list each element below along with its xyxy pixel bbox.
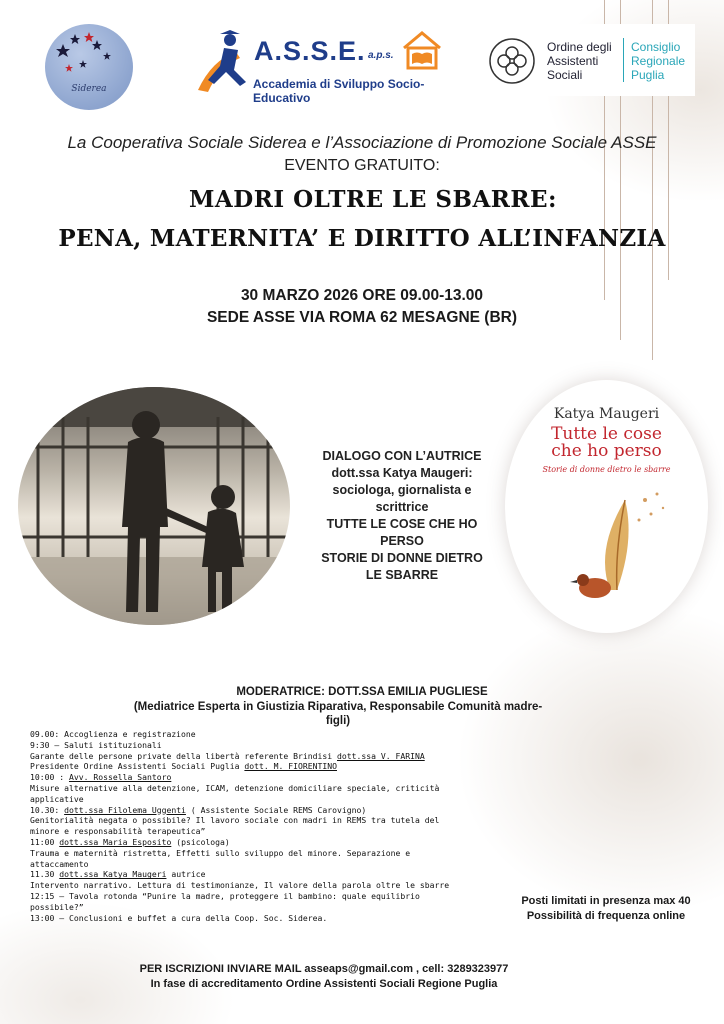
program-row bbox=[30, 805, 430, 816]
online-attendance: Possibilità di frequenza online bbox=[526, 910, 686, 922]
author-dialogue bbox=[312, 448, 492, 584]
program-row bbox=[30, 826, 430, 837]
logo-divider bbox=[623, 38, 624, 82]
program-text: 9:30 – Saluti istituzionali bbox=[30, 739, 162, 750]
program-row bbox=[30, 848, 430, 859]
program-row bbox=[30, 751, 430, 762]
program-row bbox=[30, 880, 450, 891]
program-speaker: dott.ssa Maria Esposito bbox=[59, 836, 172, 847]
event-free-label: EVENTO GRATUITO: bbox=[284, 157, 440, 174]
program-text: 13:00 – Conclusioni e buffet a cura della Coop. Soc. Siderea. bbox=[30, 912, 328, 923]
book-title-line: Tutte le cose bbox=[551, 424, 662, 444]
program-text: 11:00 bbox=[30, 836, 60, 847]
siderea-logo bbox=[45, 24, 133, 110]
moderator-role bbox=[128, 700, 548, 728]
program-text: Misure alternative alla detenzione, ICAM, detenzione domiciliare speciale, criticità bbox=[30, 782, 440, 793]
book-title-line: che ho perso bbox=[551, 441, 662, 461]
oas-name-line: Ordine degli bbox=[547, 40, 612, 54]
program-row bbox=[30, 772, 430, 783]
program-text: Presidente Ordine Assistenti Sociali Puglia bbox=[30, 761, 245, 772]
event-title-line1: MADRI OLTRE LE SBARRE: bbox=[188, 186, 558, 213]
program-speaker: Avv. Rossella Santoro bbox=[68, 772, 172, 783]
bird-feather-illustration bbox=[555, 480, 675, 610]
book-cover bbox=[505, 380, 708, 633]
registration-info bbox=[0, 962, 648, 992]
dialogue-line: dott.ssa Katya Maugeri: bbox=[331, 466, 473, 480]
asse-title: A.S.S.E. bbox=[254, 36, 366, 66]
asse-logo bbox=[190, 28, 450, 105]
book-title bbox=[505, 426, 708, 460]
program-row bbox=[30, 794, 430, 805]
registration-contact: PER ISCRIZIONI INVIARE MAIL asseaps@gmail.com , cell: 3289323977 bbox=[139, 963, 509, 975]
moderator-role-line: (Mediatrice Esperta in Giustizia Riparativa, Responsabile Comunità madre- bbox=[133, 701, 543, 713]
oas-region-line: Consiglio bbox=[631, 40, 681, 54]
dialogue-line: sociologa, giornalista e bbox=[332, 483, 472, 497]
mother-child-photo bbox=[18, 387, 290, 625]
program-row bbox=[30, 859, 430, 870]
program-row bbox=[30, 815, 440, 826]
program-text: Genitorialità negata o possibile? Il lavoro sociale con madri in REMS tra tutela del bbox=[30, 815, 440, 826]
program-text: attaccamento bbox=[30, 858, 89, 869]
dialogue-line: PERSO bbox=[380, 534, 424, 548]
program-text: (psicologa) bbox=[171, 836, 230, 847]
running-graduate-icon bbox=[190, 30, 252, 94]
program-row bbox=[30, 729, 430, 740]
prison-silhouette-illustration bbox=[18, 387, 290, 625]
dialogue-line: DIALOGO CON L’AUTRICE bbox=[322, 449, 482, 463]
program-row bbox=[30, 913, 430, 924]
program-row bbox=[30, 761, 430, 772]
seats-limit: Posti limitati in presenza max 40 bbox=[521, 895, 691, 907]
program-speaker: dott.ssa Katya Maugeri bbox=[59, 869, 167, 880]
dialogue-line: LE SBARRE bbox=[365, 568, 439, 582]
program-row bbox=[30, 837, 430, 848]
program-text: 10:00 : bbox=[30, 772, 69, 783]
accreditation-note: In fase di accreditamento Ordine Assistenti Sociali Regione Puglia bbox=[150, 978, 498, 990]
program-text: 09.00: Accoglienza e registrazione bbox=[30, 729, 196, 739]
oas-region-line: Regionale bbox=[631, 54, 686, 68]
oas-name-line: Assistenti bbox=[547, 54, 599, 68]
school-book-icon bbox=[400, 30, 444, 72]
knot-emblem-icon bbox=[487, 36, 537, 86]
program-speaker: dott. M. FIORENTINO bbox=[244, 761, 337, 772]
program-text: possibile?” bbox=[30, 901, 84, 912]
asse-subtitle: Accademia di Sviluppo Socio-Educativo bbox=[253, 77, 425, 105]
program-text: ( Assistente Sociale REMS Carovigno) bbox=[185, 804, 367, 815]
program-row bbox=[30, 782, 440, 794]
moderator-role-line: figli) bbox=[325, 715, 351, 727]
dialogue-line: TUTTE LE COSE CHE HO bbox=[326, 517, 478, 531]
star-constellation-icon bbox=[45, 24, 133, 84]
program-text: Garante delle persone private della libertà referente Brindisi bbox=[30, 750, 337, 761]
dialogue-line: scrittrice bbox=[375, 500, 429, 514]
book-author: Katya Maugeri bbox=[553, 406, 660, 422]
program-speaker: dott.ssa V. FARINA bbox=[337, 750, 425, 761]
event-venue: SEDE ASSE VIA ROMA 62 MESAGNE (BR) bbox=[206, 309, 518, 326]
program-row bbox=[30, 869, 430, 880]
program-row bbox=[30, 740, 430, 751]
program-row bbox=[30, 902, 430, 913]
event-title-line2: PENA, MATERNITA’ E DIRITTO ALL’INFANZIA bbox=[58, 225, 666, 252]
oas-region-line: Puglia bbox=[631, 68, 665, 82]
oas-region bbox=[631, 40, 685, 82]
program-text: Intervento narrativo. Lettura di testimonianze, Il valore della parola oltre le sbarre bbox=[30, 880, 450, 891]
siderea-logo-text: Siderea bbox=[71, 84, 107, 94]
program-text: 10.30: bbox=[30, 804, 65, 815]
book-subtitle: Storie di donne dietro le sbarre bbox=[542, 465, 671, 474]
asse-aps: a.p.s. bbox=[368, 50, 394, 61]
event-program bbox=[30, 729, 450, 923]
program-text: minore e responsabilità terapeutica” bbox=[30, 826, 206, 837]
program-text: 11.30 bbox=[30, 869, 60, 880]
program-row bbox=[30, 891, 430, 902]
program-text: applicative bbox=[30, 793, 84, 804]
program-text: autrice bbox=[166, 869, 206, 880]
program-speaker: dott.ssa Filolema Uggenti bbox=[64, 804, 186, 815]
program-text: 12:15 – Tavola rotonda “Punire la madre, proteggere il bambino: quale equilibrio bbox=[30, 890, 420, 901]
dialogue-line: STORIE DI DONNE DIETRO bbox=[321, 551, 483, 565]
oas-name bbox=[547, 40, 612, 82]
oas-name-line: Sociali bbox=[547, 68, 583, 82]
organizers-intro: La Cooperativa Sociale Siderea e l’Associazione di Promozione Sociale ASSE bbox=[67, 133, 657, 152]
moderator: MODERATRICE: DOTT.SSA EMILIA PUGLIESE bbox=[236, 686, 488, 698]
ordine-assistenti-sociali-logo bbox=[481, 24, 695, 96]
seats-info bbox=[488, 894, 724, 924]
program-text: Trauma e maternità ristretta, Effetti sullo sviluppo del minore. Separazione e bbox=[30, 847, 411, 858]
event-date: 30 MARZO 2026 ORE 09.00-13.00 bbox=[240, 287, 484, 304]
